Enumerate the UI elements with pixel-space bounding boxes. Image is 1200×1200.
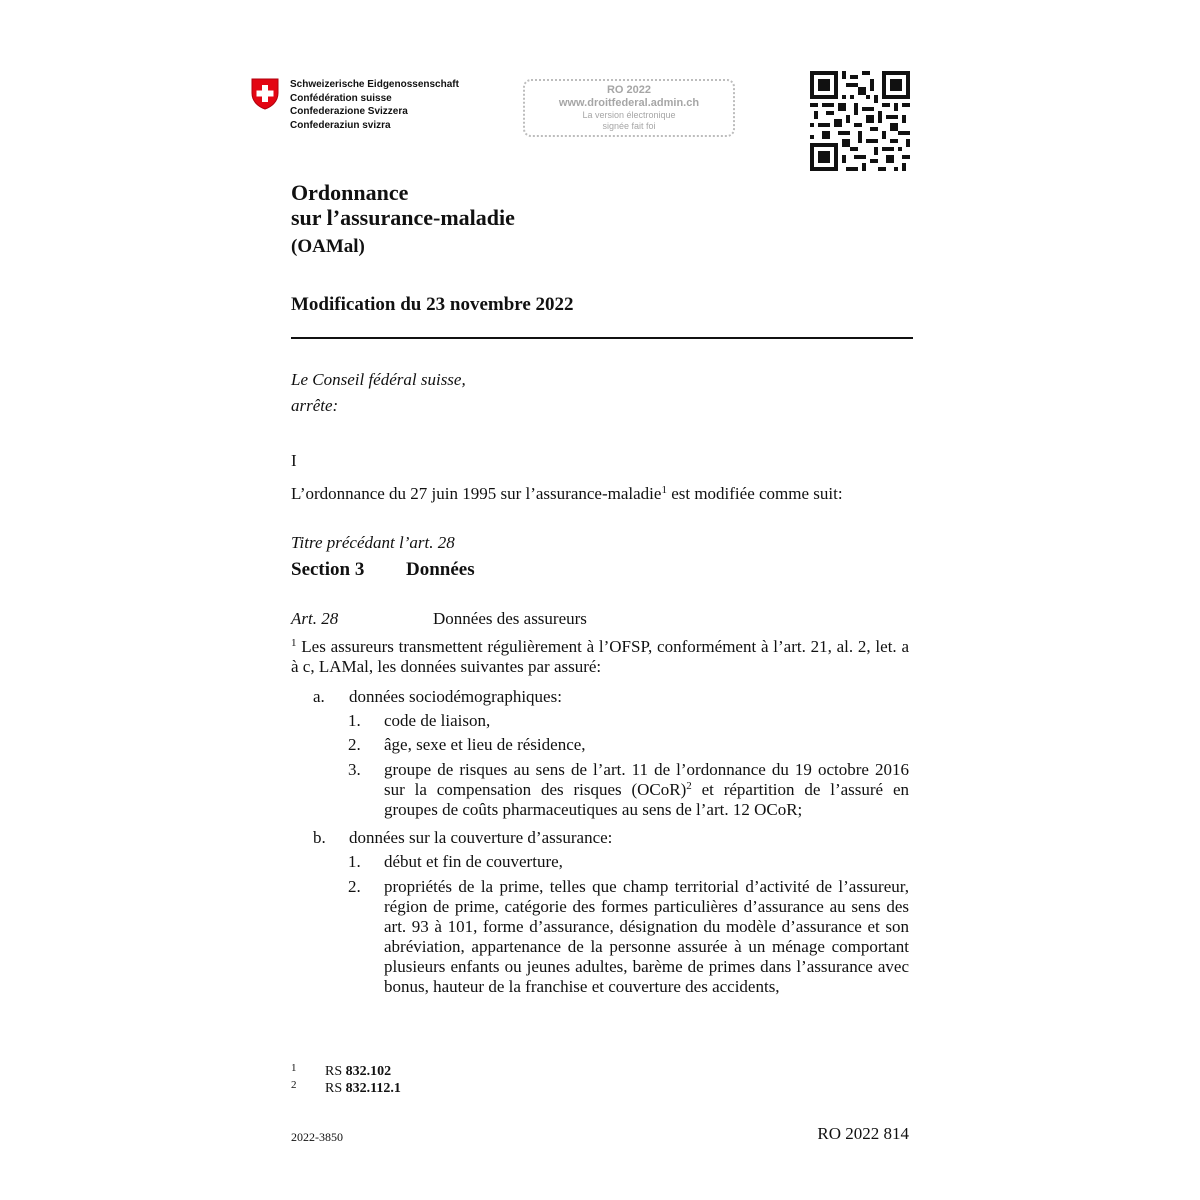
preamble-line-1: Le Conseil fédéral suisse,: [291, 370, 466, 389]
footnote-link[interactable]: 832.102: [345, 1064, 392, 1079]
list-item-text: données sur la couverture d’assurance:: [349, 828, 613, 847]
list-item-text: [384, 760, 909, 820]
amendment-lead: [291, 484, 843, 504]
footnote-text: [325, 1080, 401, 1097]
federation-name-fr: Confédération suisse: [290, 92, 392, 104]
list-marker: 1.: [348, 852, 361, 871]
modification-date: Modification du 23 novembre 2022: [291, 294, 574, 315]
list-marker: 3.: [348, 760, 361, 779]
title-preceding-article: Titre précédant l’art. 28: [291, 533, 455, 552]
footnote-text: [325, 1063, 391, 1080]
list-marker: b.: [313, 828, 326, 847]
section-name: Données: [406, 559, 475, 580]
list-item-text-after: et répartition de l’assuré en groupes de coûts pharmaceutiques au sens de l’art. 12 OCoR;: [384, 780, 909, 819]
footnote-link[interactable]: 832.112.1: [345, 1081, 401, 1096]
list-marker: a.: [313, 687, 325, 706]
stamp-note-2: signée fait foi: [602, 121, 656, 131]
qr-code-icon: [810, 71, 910, 171]
lead-text-after: est modifiée comme suit:: [666, 484, 843, 503]
footnote-prefix: RS: [325, 1081, 346, 1096]
list-marker: 2.: [348, 877, 361, 896]
swiss-crest-icon: [251, 78, 279, 110]
list-item-text: données sociodémographiques:: [349, 687, 562, 706]
part-number: I: [291, 451, 297, 470]
lead-text: L’ordonnance du 27 juin 1995 sur l’assurance-maladie: [291, 484, 662, 503]
article-number: Art. 28: [291, 609, 339, 628]
stamp-note-1: La version électronique: [582, 110, 676, 120]
stamp-ro: RO 2022: [606, 84, 652, 96]
preamble-line-2: arrête:: [291, 396, 339, 415]
preamble: [291, 367, 466, 419]
article-title: Données des assureurs: [433, 609, 587, 628]
signature-stamp: [523, 79, 735, 137]
title-line-2: sur l’assurance-maladie: [291, 205, 515, 230]
title-divider: [291, 337, 913, 339]
federation-name-it: Confederazione Svizzera: [290, 106, 408, 117]
paragraph-number: 1: [291, 637, 297, 649]
section-heading: [291, 559, 475, 581]
list-item-text: code de liaison,: [384, 711, 491, 730]
federation-name-rm: Confederaziun svizra: [290, 119, 391, 131]
footnote-prefix: RS: [325, 1064, 346, 1079]
title-line-1: Ordonnance: [291, 180, 409, 205]
section-number: Section 3: [291, 559, 365, 580]
list-item-text-before: groupe de risques au sens de l’art. 11 de l’ordonnance du 19 octobre 2016 sur la compensation des risques (OCoR): [384, 760, 909, 799]
paragraph-text: Les assureurs transmettent régulièrement à l’OFSP, conformément à l’art. 21, al. 2, let. a à c, LAMal, les données suivantes par assuré:: [291, 637, 909, 676]
federation-names: [290, 78, 459, 132]
list-item-text: début et fin de couverture,: [384, 852, 563, 871]
footnote-number: 2: [291, 1079, 297, 1091]
list-item-text: âge, sexe et lieu de résidence,: [384, 735, 586, 754]
page-title: [291, 180, 515, 230]
footnote-ref-1[interactable]: 1: [661, 484, 667, 496]
paragraph-1: [291, 637, 909, 677]
official-compilation-ref: RO 2022 814: [817, 1124, 909, 1143]
article-heading: [291, 609, 587, 629]
title-abbreviation: (OAMal): [291, 236, 365, 257]
federation-name-de: Schweizerische Eidgenossenschaft: [290, 79, 459, 90]
list-marker: 2.: [348, 735, 361, 754]
list-marker: 1.: [348, 711, 361, 730]
list-item-text: propriétés de la prime, telles que champ territorial d’activité de l’assureur, région de prime, catégorie des formes particulières d’assurance au sens des art. 93 à 101, forme d’assurance, désignation du modèle d’assurance et son abréviation, appartenance de la personne assurée à un ménage comportant plusieurs enfants ou jeunes adultes, barème de primes dans l’assurance avec bonus, hauteur de la franchise et couverture des accidents,: [384, 877, 909, 996]
document-number: 2022-3850: [291, 1130, 343, 1144]
stamp-url: www.droitfederal.admin.ch: [558, 97, 700, 109]
footnote-number: 1: [291, 1062, 297, 1074]
footnote-ref-2[interactable]: 2: [686, 780, 692, 792]
